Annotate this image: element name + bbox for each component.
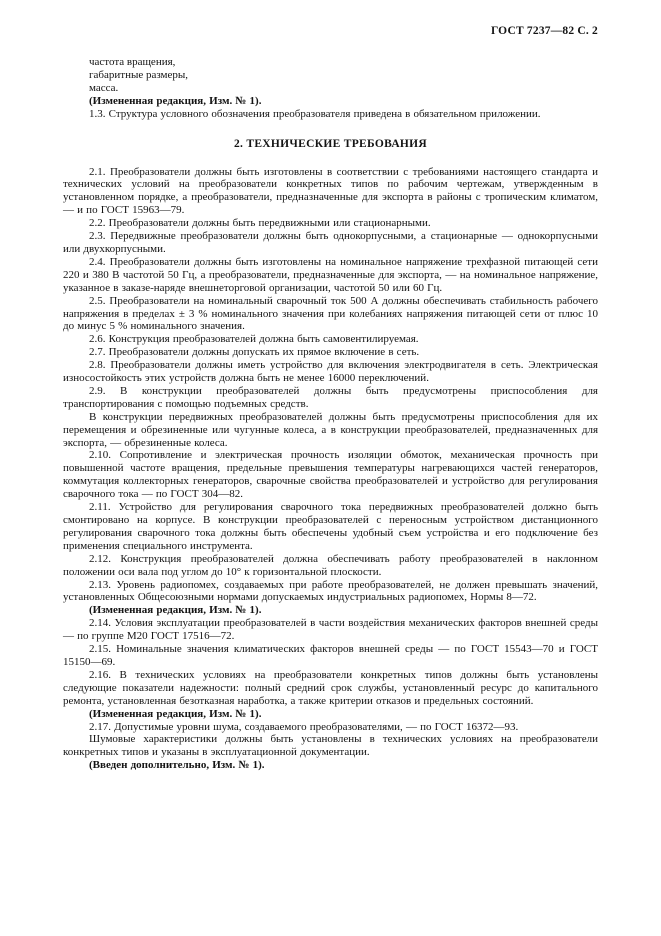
paragraph: 2.9. В конструкции преобразователей должны быть предусмотрены приспособления для транспортирования с помощью подъемных средств.: [63, 384, 598, 410]
paragraph: 2.10. Сопротивление и электрическая прочность изоляции обмоток, механическая прочность при повышенной частоте вращения, предельные превышения температуры нагревающихся частей генераторов, коммутация коллекторных генераторов, сварочные свойства преобразователей и устройство для регулирования сварочного тока — по ГОСТ 304—82.: [63, 449, 598, 501]
paragraph: 2.16. В технических условиях на преобразователи конкретных типов должны быть установлены следующие показатели надежности: полный средний срок службы, установленный ресурс до капитального ремонта, установленная безотказная наработка, а также критерии отказов и предельных состояний.: [63, 668, 598, 707]
paragraph: 2.5. Преобразователи на номинальный сварочный ток 500 А должны обеспечивать стабильность рабочего напряжения в пределах ± 3 % номинального значения при колебаниях напряжения питающей сети от плюс 10 до минус 5 % номинального значения.: [63, 294, 598, 333]
document-content: [63, 56, 598, 772]
paragraph: 2.2. Преобразователи должны быть передвижными или стационарными.: [89, 217, 431, 230]
paragraph: 2.13. Уровень радиопомех, создаваемых при работе преобразователей, не должен превышать значений, установленных Общесоюзными нормами допускаемых индустриальных радиопомех, Нормы 8—72.: [63, 578, 598, 604]
paragraph: 2.7. Преобразователи должны допускать их прямое включение в сеть.: [89, 346, 420, 359]
paragraph: 2.17. Допустимые уровни шума, создаваемого преобразователями, — по ГОСТ 16372—93.: [89, 720, 519, 733]
paragraph: 2.3. Передвижные преобразователи должны быть однокорпусными, а стационарные — однокорпусными или двухкорпусными.: [63, 230, 598, 255]
intro-list-item: частота вращения,: [89, 56, 176, 68]
revision-note: (Измененная редакция, Изм. № 1).: [89, 604, 262, 617]
paragraph: 2.14. Условия эксплуатации преобразователей в части воздействия механических факторов внешней среды — по группе М20 ГОСТ 17516—72.: [63, 617, 598, 643]
revision-note: (Введен дополнительно, Изм. № 1).: [89, 759, 265, 772]
revision-note: (Измененная редакция, Изм. № 1).: [89, 94, 262, 107]
paragraph: 2.15. Номинальные значения климатических факторов внешней среды — по ГОСТ 15543—70 и ГОСТ 15150—69.: [63, 643, 598, 668]
intro-list-item: габаритные размеры,: [89, 68, 189, 81]
section-heading: 2. ТЕХНИЧЕСКИЕ ТРЕБОВАНИЯ: [233, 137, 428, 150]
paragraph: 2.12. Конструкция преобразователей должна обеспечивать работу преобразователей в наклонном положении оси вала под углом до 10° к горизонтальной плоскости.: [63, 552, 598, 578]
paragraph: 2.11. Устройство для регулирования сварочного тока передвижных преобразователей должно быть смонтировано на корпусе. В конструкции преобразователей с переносным устройством дистанционного регулирования сварочного тока должны быть обеспечены удобный съем устройства и его подключение без применения специального инструмента.: [63, 501, 598, 552]
paragraph: Шумовые характеристики должны быть установлены в технических условиях на преобразователи конкретных типов и указаны в эксплуатационной документации.: [63, 733, 598, 759]
paragraph: 2.4. Преобразователи должны быть изготовлены на номинальное напряжение трехфазной питающей сети 220 и 380 В частотой 50 Гц, а преобразователи, предназначенные для экспорта, — на номинальное напряжение, указанное в заказе-наряде внешнеторговой организации, частотой 50 или 60 Гц.: [63, 255, 598, 294]
intro-list-item: масса.: [89, 81, 119, 94]
revision-note: (Измененная редакция, Изм. № 1).: [89, 707, 262, 720]
intro-list: [63, 56, 598, 95]
paragraph-1-3: 1.3. Структура условного обозначения преобразователя приведена в обязательном приложении.: [89, 107, 541, 120]
paragraph: 2.6. Конструкция преобразователей должна быть самовентилируемая.: [89, 333, 419, 346]
page-header: ГОСТ 7237—82 С. 2: [490, 25, 598, 37]
paragraph: В конструкции передвижных преобразователей должны быть предусмотрены приспособления для их перемещения и обрезиненные или чугунные колеса, а в конструкции преобразователей, предназначенных для экспорта, — обрезиненные колеса.: [63, 410, 598, 449]
paragraph: 2.8. Преобразователи должны иметь устройство для включения электродвигателя в сеть. Электрическая износостойкость этих устройств должна быть не менее 16000 переключений.: [63, 359, 598, 385]
requirements-paragraphs: [63, 166, 598, 773]
paragraph: 2.1. Преобразователи должны быть изготовлены в соответствии с требованиями настоящего стандарта и технических условий на преобразователи конкретных типов по рабочим чертежам, утвержденным в установленном порядке, а преобразователи, предназначенные для экспорта в районы с тропическим климатом, — и по ГОСТ 15963—79.: [63, 165, 598, 217]
